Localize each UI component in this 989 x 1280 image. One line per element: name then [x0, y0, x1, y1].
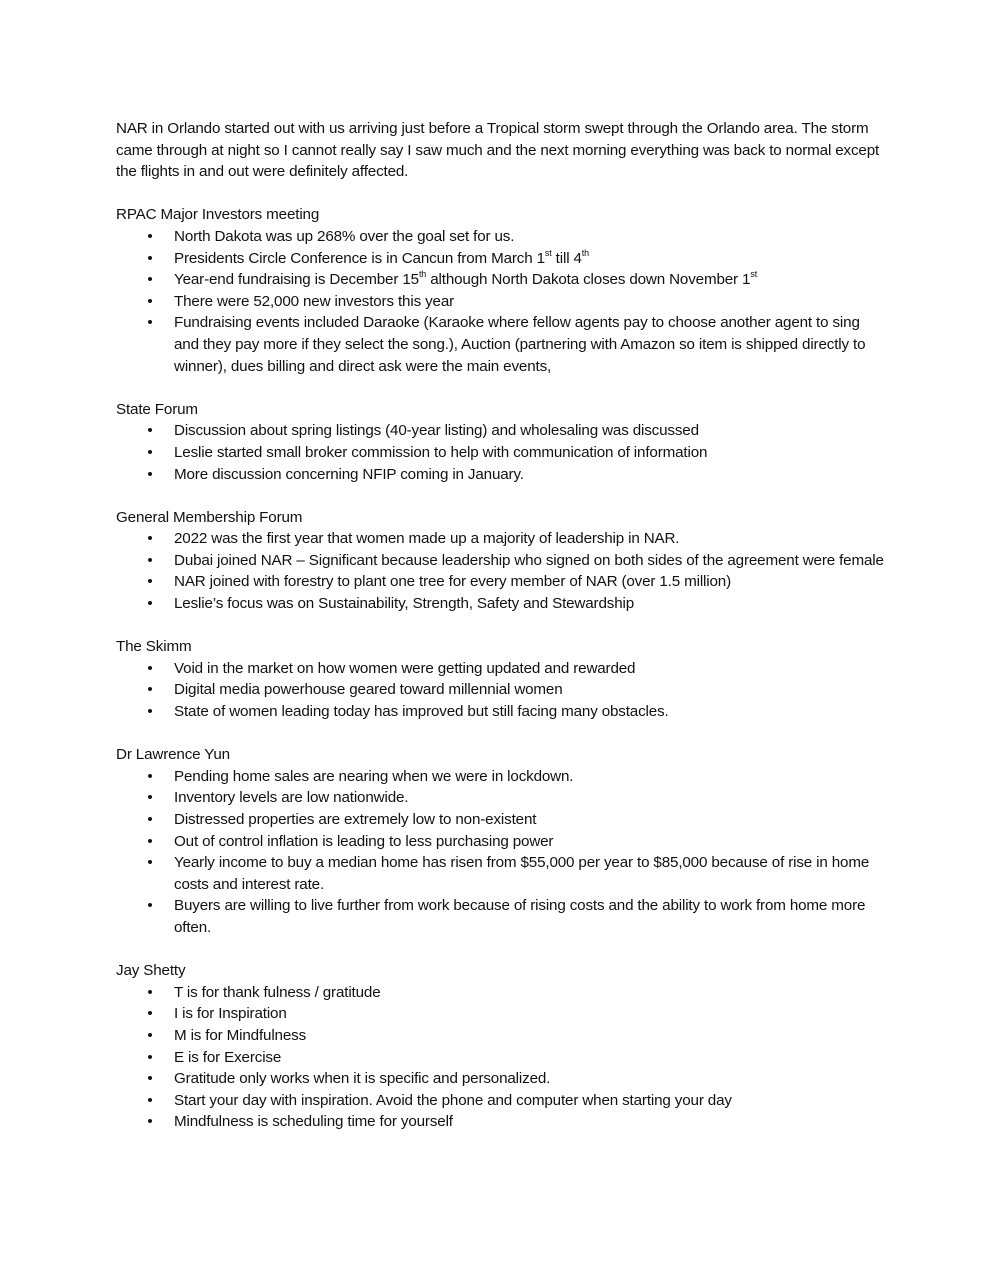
list-item-text: Year-end fundraising is December 15: [174, 271, 419, 289]
superscript-text: th: [581, 247, 590, 258]
list-item: [116, 658, 886, 680]
list-item-text: Discussion about spring listings (40-year listing) and wholesaling was discussed: [174, 422, 699, 440]
list-item-text: Digital media powerhouse geared toward millennial women: [174, 681, 563, 699]
bullet-icon: •: [147, 1070, 153, 1088]
list-item-text: Presidents Circle Conference is in Cancun from March 1: [174, 249, 545, 267]
list-item-text: North Dakota was up 268% over the goal set for us.: [174, 227, 515, 245]
list-item-text: Leslie’s focus was on Sustainability, Strength, Safety and Stewardship: [174, 595, 635, 613]
bullet-icon: •: [147, 832, 153, 850]
list-item: [116, 787, 886, 809]
section-heading: The Skimm: [116, 638, 192, 656]
list-item: [116, 571, 886, 593]
bullet-icon: •: [147, 595, 153, 613]
list-item: [116, 1111, 886, 1133]
bullet-icon: •: [147, 681, 153, 699]
list-item: [116, 464, 886, 486]
list-item-text: E is for Exercise: [174, 1048, 282, 1066]
bullet-list: [116, 766, 886, 939]
list-item-text: Distressed properties are extremely low to non-existent: [174, 811, 537, 828]
bullet-icon: •: [147, 789, 153, 807]
bullet-icon: •: [147, 811, 153, 828]
list-item-text: More discussion concerning NFIP coming in January.: [174, 465, 524, 483]
section: [116, 744, 886, 938]
list-item: [116, 312, 886, 377]
bullet-icon: •: [147, 271, 153, 289]
list-item-text: I is for Inspiration: [174, 1005, 287, 1023]
bullet-list: [116, 420, 886, 485]
list-item-text: Mindfulness is scheduling time for yourself: [174, 1113, 453, 1131]
list-item-text: M is for Mindfulness: [174, 1026, 307, 1044]
bullet-icon: •: [147, 551, 153, 569]
bullet-icon: •: [147, 983, 153, 1001]
list-item: [116, 550, 886, 572]
bullet-icon: •: [147, 465, 153, 483]
list-item: [116, 593, 886, 615]
list-item: [116, 248, 886, 270]
list-item: [116, 982, 886, 1004]
list-item-text: Fundraising events included Daraoke (Karaoke where fellow agents pay to choose another agent to sing and they pay more if they select the song.), Auction (partnering with Amazon so item is shipped directly to winner), dues billing and direct ask were the main events,: [174, 314, 866, 375]
superscript-text: th: [418, 269, 427, 280]
bullet-icon: •: [147, 703, 153, 721]
bullet-icon: •: [147, 292, 153, 310]
list-item-text: Void in the market on how women were getting updated and rewarded: [174, 659, 636, 677]
list-item: [116, 1068, 886, 1090]
bullet-icon: •: [147, 573, 153, 591]
section: [116, 636, 886, 722]
bullet-icon: •: [147, 854, 153, 872]
list-item: [116, 1047, 886, 1069]
list-item-text: although North Dakota closes down November 1: [426, 271, 751, 289]
section: [116, 960, 886, 1133]
list-item-text: NAR joined with forestry to plant one tree for every member of NAR (over 1.5 million): [174, 573, 732, 591]
section-heading: RPAC Major Investors meeting: [116, 206, 320, 224]
list-item: [116, 895, 886, 938]
list-item: [116, 528, 886, 550]
list-item: [116, 291, 886, 313]
list-item: [116, 852, 886, 895]
section: [116, 399, 886, 485]
bullet-icon: •: [147, 1005, 153, 1023]
section: [116, 507, 886, 615]
list-item-text: T is for thank fulness / gratitude: [174, 983, 381, 1001]
list-item: [116, 701, 886, 723]
list-item-text: There were 52,000 new investors this year: [174, 292, 455, 310]
superscript-text: st: [544, 247, 552, 258]
bullet-icon: •: [147, 1048, 153, 1066]
bullet-icon: •: [147, 767, 153, 785]
bullet-icon: •: [147, 1026, 153, 1044]
bullet-list: [116, 658, 886, 723]
list-item-text: Yearly income to buy a median home has risen from $55,000 per year to $85,000 because of rise in home costs and interest rate.: [174, 854, 870, 893]
list-item: [116, 766, 886, 788]
list-item: [116, 420, 886, 442]
bullet-list: [116, 982, 886, 1133]
list-item: [116, 1003, 886, 1025]
bullet-icon: •: [147, 897, 153, 915]
list-item: [116, 269, 886, 291]
bullet-icon: •: [147, 227, 153, 245]
bullet-icon: •: [147, 249, 153, 267]
bullet-icon: •: [147, 659, 153, 677]
bullet-list: [116, 226, 886, 377]
list-item-text: Buyers are willing to live further from work because of rising costs and the ability to work from home more often.: [174, 897, 866, 936]
list-item-text: Pending home sales are nearing when we were in lockdown.: [174, 767, 574, 785]
list-item-text: 2022 was the first year that women made up a majority of leadership in NAR.: [174, 530, 680, 548]
superscript-text: st: [750, 269, 758, 280]
section-heading: Jay Shetty: [116, 962, 186, 980]
bullet-list: [116, 528, 886, 614]
bullet-icon: •: [147, 314, 153, 332]
section-heading: General Membership Forum: [116, 508, 303, 526]
list-item-text: Leslie started small broker commission to help with communication of information: [174, 443, 708, 461]
section: [116, 204, 886, 377]
bullet-icon: •: [147, 422, 153, 440]
list-item: [116, 809, 886, 831]
bullet-icon: •: [147, 1113, 153, 1131]
list-item-text: Start your day with inspiration. Avoid the phone and computer when starting your day: [174, 1091, 732, 1109]
list-item: [116, 1090, 886, 1112]
list-item: [116, 442, 886, 464]
intro-paragraph: NAR in Orlando started out with us arriving just before a Tropical storm swept through the Orlando area. The storm came through at night so I cannot really say I saw much and the next morning everything was back to normal except the flights in and out were definitely affected.: [116, 120, 880, 181]
list-item: [116, 226, 886, 248]
list-item-text: State of women leading today has improved but still facing many obstacles.: [174, 703, 669, 721]
list-item: [116, 679, 886, 701]
document-page: [116, 118, 886, 1155]
list-item-text: till 4: [551, 249, 582, 267]
list-item-text: Inventory levels are low nationwide.: [174, 789, 409, 807]
list-item: [116, 1025, 886, 1047]
bullet-icon: •: [147, 530, 153, 548]
list-item: [116, 831, 886, 853]
list-item-text: Dubai joined NAR – Significant because leadership who signed on both sides of the agreement were female: [174, 551, 884, 569]
section-heading: State Forum: [116, 400, 198, 418]
sections-container: [116, 204, 886, 1133]
section-heading: Dr Lawrence Yun: [116, 746, 230, 764]
list-item-text: Gratitude only works when it is specific and personalized.: [174, 1070, 551, 1088]
list-item-text: Out of control inflation is leading to less purchasing power: [174, 832, 554, 850]
bullet-icon: •: [147, 1091, 153, 1109]
bullet-icon: •: [147, 443, 153, 461]
